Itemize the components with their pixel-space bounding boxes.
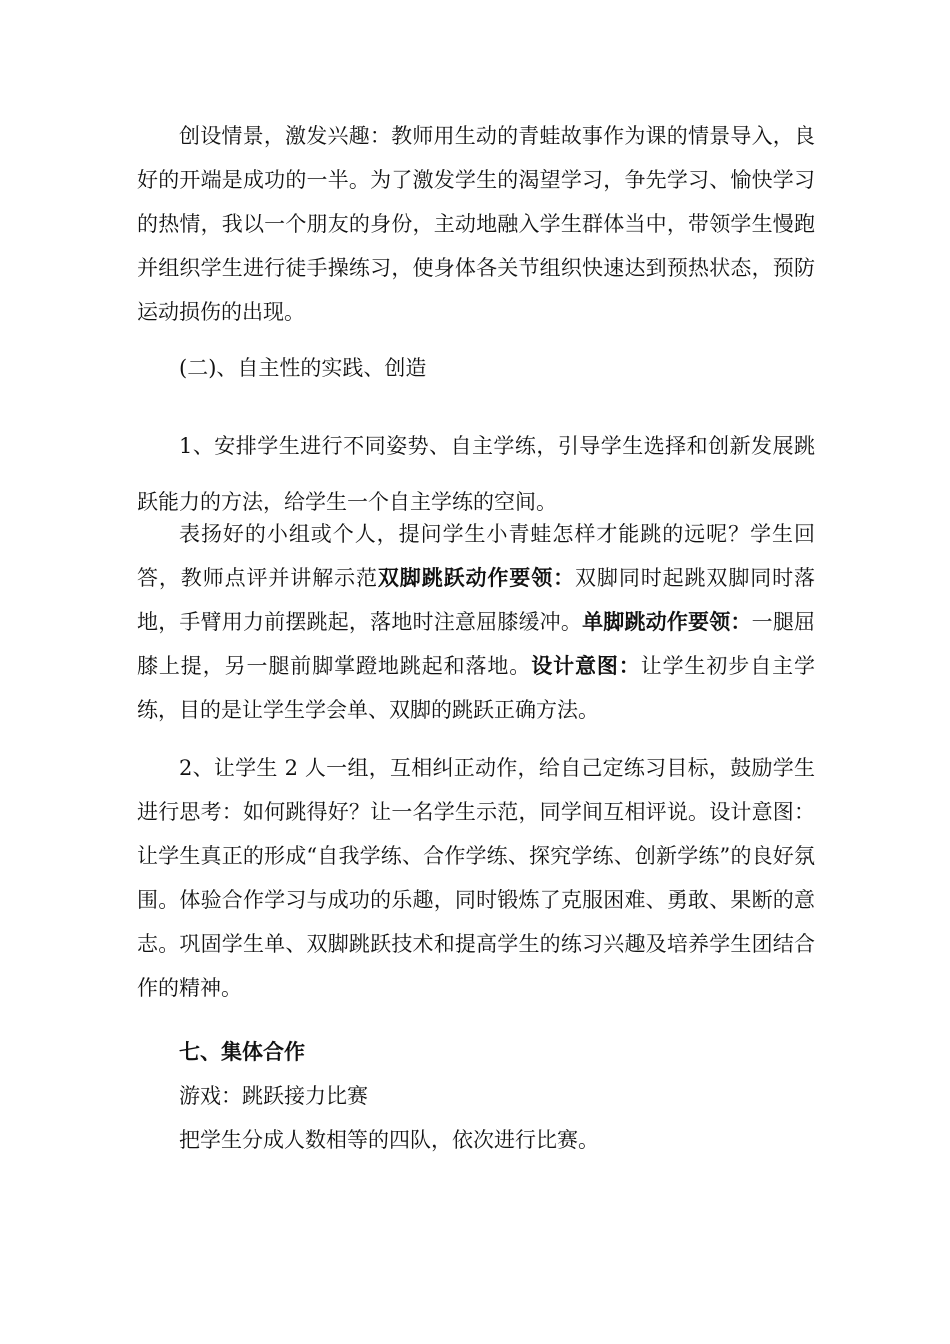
double-foot-jump-key-points-label: 双脚跳跃动作要领： (377, 565, 576, 590)
paragraph-step-1: 1、安排学生进行不同姿势、自主学练，引导学生选择和创新发展跳跃能力的方法，给学生一个自主学练的空间。 (137, 434, 815, 514)
praise-question-text: 表扬好的小组或个人，提问学生小青蛙怎样才能跳的远呢？学生回答，教师点评并讲解示范 (137, 522, 815, 590)
single-foot-jump-key-points-text: 一腿屈膝上提，另一腿前脚掌蹬地跳起和落地。 (137, 610, 816, 678)
paragraph-game-title: 游戏：跳跃接力比赛 (179, 1084, 368, 1108)
section-heading-autonomous-practice: (二)、自主性的实践、创造 (179, 356, 427, 380)
design-intent-label: 设计意图： (531, 653, 641, 678)
double-foot-jump-key-points-text: 双脚同时起跳双脚同时落地，手臂用力前摆跳起，落地时注意屈膝缓冲。 (137, 566, 816, 634)
single-foot-jump-key-points-label: 单脚跳动作要领： (582, 609, 752, 634)
heading-group-cooperation: 七、集体合作 (179, 1039, 305, 1064)
design-intent-text: 让学生初步自主学练，目的是让学生学会单、双脚的跳跃正确方法。 (137, 654, 816, 722)
paragraph-scenario-intro: 创设情景，激发兴趣：教师用生动的青蛙故事作为课的情景导入，良好的开端是成功的一半。为了激发学生的渴望学习，争先学习、愉快学习的热情，我以一个朋友的身份，主动地融入学生群体当中，带领学生慢跑并组织学生进行徒手操练习，使身体各关节组织快速达到预热状态，预防运动损伤的出现。 (137, 124, 815, 324)
paragraph-step-2: 2、让学生 2 人一组，互相纠正动作，给自己定练习目标，鼓励学生进行思考：如何跳得好？让一名学生示范，同学间互相评说。设计意图：让学生真正的形成“自我学练、合作学练、探究学练、创新学练”的良好氛围。体验合作学习与成功的乐趣，同时锻炼了克服困难、勇敢、果断的意志。巩固学生单、双脚跳跃技术和提高学生的练习兴趣及培养学生团结合作的精神。 (137, 756, 815, 1000)
paragraph-game-rules: 把学生分成人数相等的四队，依次进行比赛。 (179, 1128, 599, 1152)
paragraph-jump-technique (137, 512, 815, 732)
